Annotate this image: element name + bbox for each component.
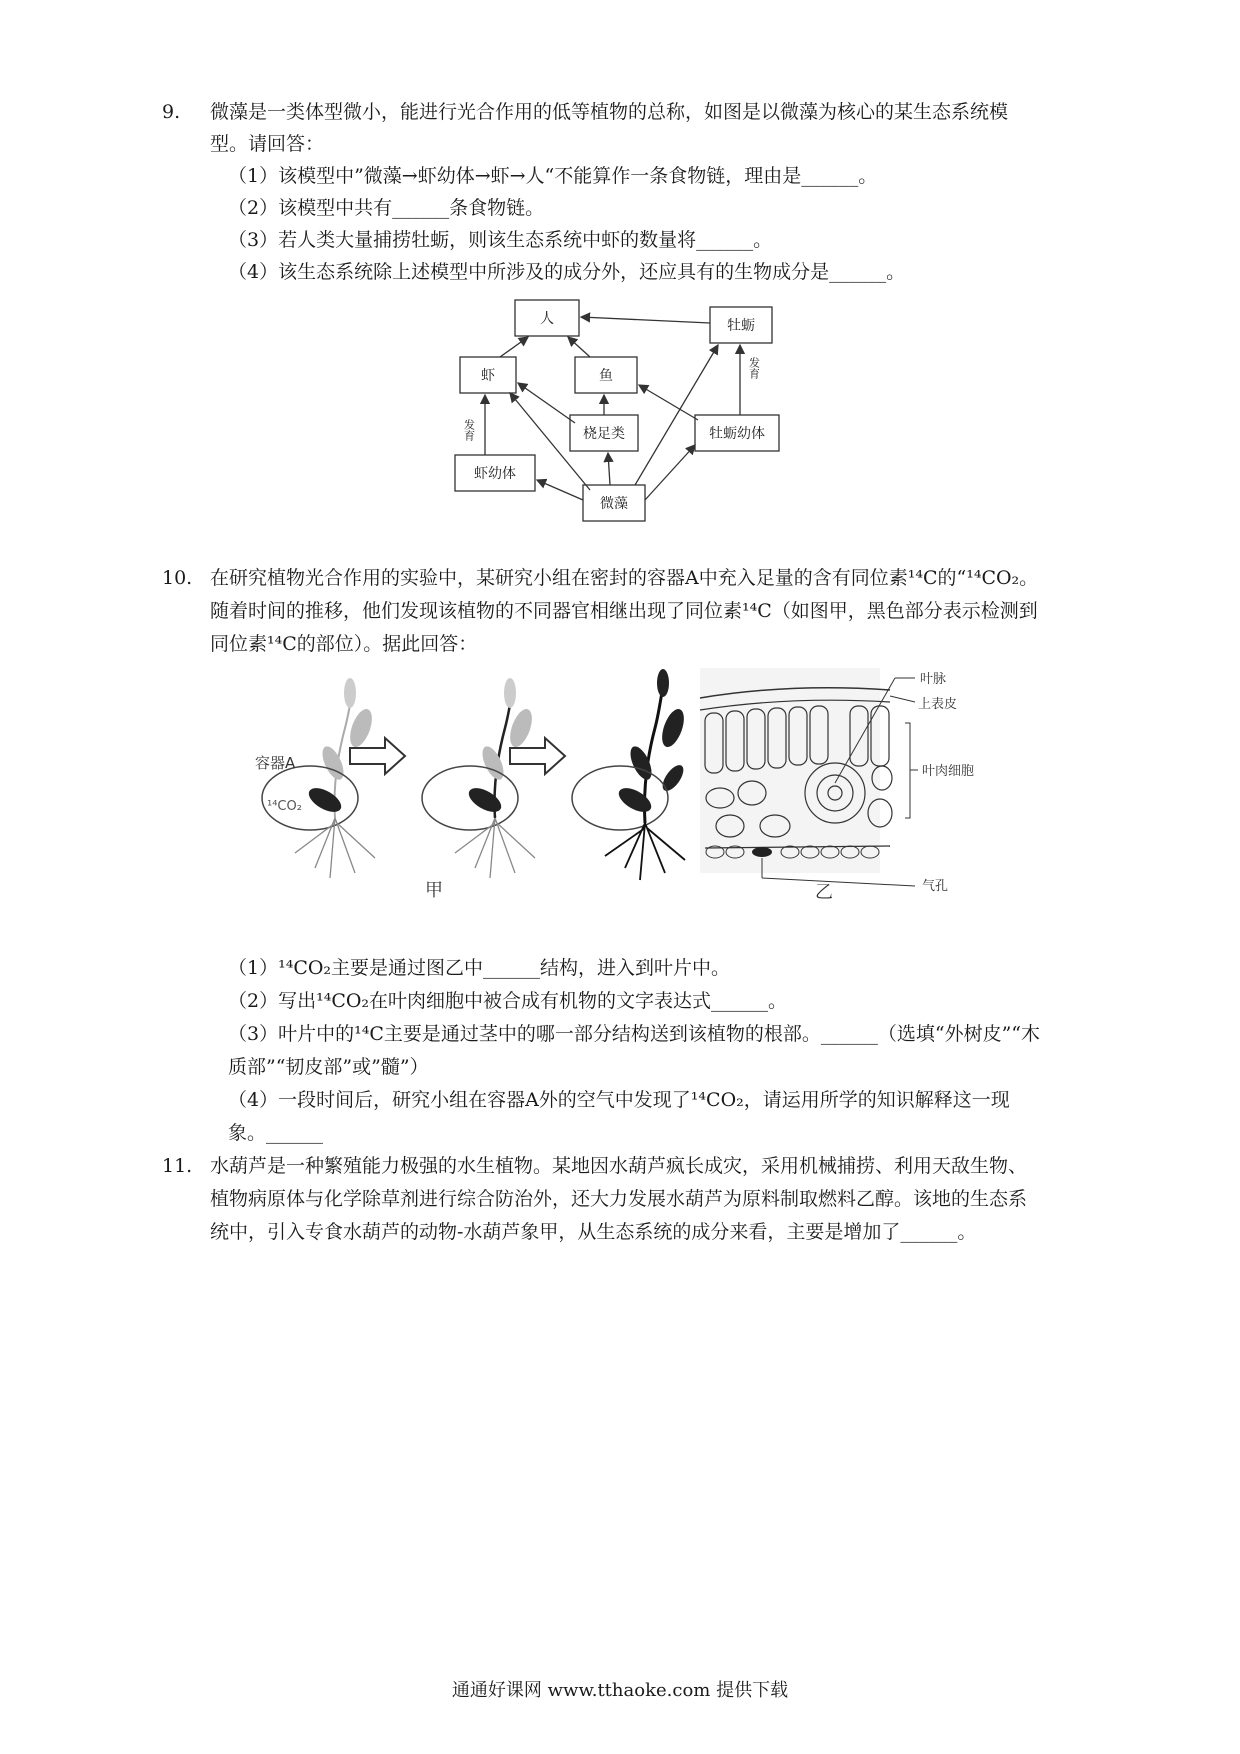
arrow-algae-shrimp [510,393,590,490]
plant-stage-2 [422,678,536,878]
arrow-oyster-larva-fish [639,385,698,420]
arrow-algae-oyster-larva [645,445,695,500]
node-shrimp-larva: 虾幼体 [474,466,516,482]
sub-question-3: （3）若人类大量捕捞牡蛎，则该生态系统中虾的数量将______。 [228,229,773,251]
leaf-vein-label: 叶脉 [920,672,947,687]
node-copepod: 桡足类 [583,426,625,442]
container-label: 容器A [255,754,296,772]
question-stem: 在研究植物光合作用的实验中，某研究小组在密封的容器A中充入足量的含有同位素¹⁴C的“¹⁴CO₂。随着时间的推移，他们发现该植物的不同器官相继出现了同位素¹⁴C（如图甲，黑色部分表示检测到同位素¹⁴C的部位）。据此回答： [210,567,1039,655]
node-human: 人 [540,311,554,327]
sub-question-4: （4）一段时间后，研究小组在容器A外的空气中发现了¹⁴CO₂，请运用所学的知识解释这一现象。______ [228,1089,1010,1144]
co2-label: ¹⁴CO₂ [267,799,302,814]
question-number: 9. [162,101,181,123]
question-number: 10. [162,567,193,589]
question-11 [162,1150,1040,1249]
leaf-cross-section [700,668,974,903]
sub-question-2: （2）该模型中共有______条食物链。 [228,197,545,219]
arrow-copepod-shrimp [518,383,575,423]
photosynthesis-figure [255,668,1085,908]
node-oyster-larva: 牡蛎幼体 [709,426,765,442]
node-fish: 鱼 [599,368,613,384]
node-shrimp: 虾 [481,368,495,384]
arrow-fish-human [568,337,590,357]
upper-epidermis-label: 上表皮 [918,697,958,712]
stoma-label: 气孔 [922,879,949,894]
arrow-shrimp-human [500,337,528,357]
question-stem: 水葫芦是一种繁殖能力极强的水生植物。某地因水葫芦疯长成灾，采用机械捕捞、利用天敌生物、植物病原体与化学除草剂进行综合防治外，还大力发展水葫芦为原料制取燃料乙醇。该地的生态系统中，引入专食水葫芦的动物-水葫芦象甲，从生态系统的成分来看，主要是增加了______。 [210,1155,1028,1243]
plant-stage-1 [255,678,376,878]
question-number: 11. [162,1155,193,1177]
arrow-oyster-human [581,317,710,323]
sub-question-3: （3）叶片中的¹⁴C主要是通过茎中的哪一部分结构送到该植物的根部。______（选填“外树皮”“木质部”“韧皮部”或”髓”） [228,1023,1041,1078]
arrow-algae-shrimp-larva [537,480,583,500]
node-oyster: 牡蛎 [727,318,755,334]
question-stem: 微藻是一类体型微小，能进行光合作用的低等植物的总称，如图是以微藻为核心的某生态系统模型。请回答： [210,101,1009,155]
question-10 [162,562,1040,661]
sub-question-2: （2）写出¹⁴CO₂在叶肉细胞中被合成有机物的文字表达式______。 [228,990,788,1012]
question-10-subs [210,952,1040,1150]
develop-label-left: 发育 [462,419,476,441]
page-footer: 通通好课网 www.tthaoke.com 提供下载 [451,1680,789,1701]
sub-question-1: （1）该模型中”微藻→虾幼体→虾→人“不能算作一条食物链，理由是______。 [228,165,878,187]
question-9 [162,96,1040,288]
food-web-diagram [440,295,800,525]
sub-question-4: （4）该生态系统除上述模型中所涉及的成分外，还应具有的生物成分是______。 [228,261,906,283]
sub-question-1: （1）¹⁴CO₂主要是通过图乙中______结构，进入到叶片中。 [228,957,731,979]
develop-label-right: 发育 [747,357,761,379]
arrow-algae-copepod [608,453,610,485]
figure-label-jia: 甲 [425,880,443,901]
plant-stage-3 [572,669,688,880]
node-algae: 微藻 [600,496,628,512]
mesophyll-label: 叶肉细胞 [922,764,975,779]
figure-label-yi: 乙 [815,882,833,903]
